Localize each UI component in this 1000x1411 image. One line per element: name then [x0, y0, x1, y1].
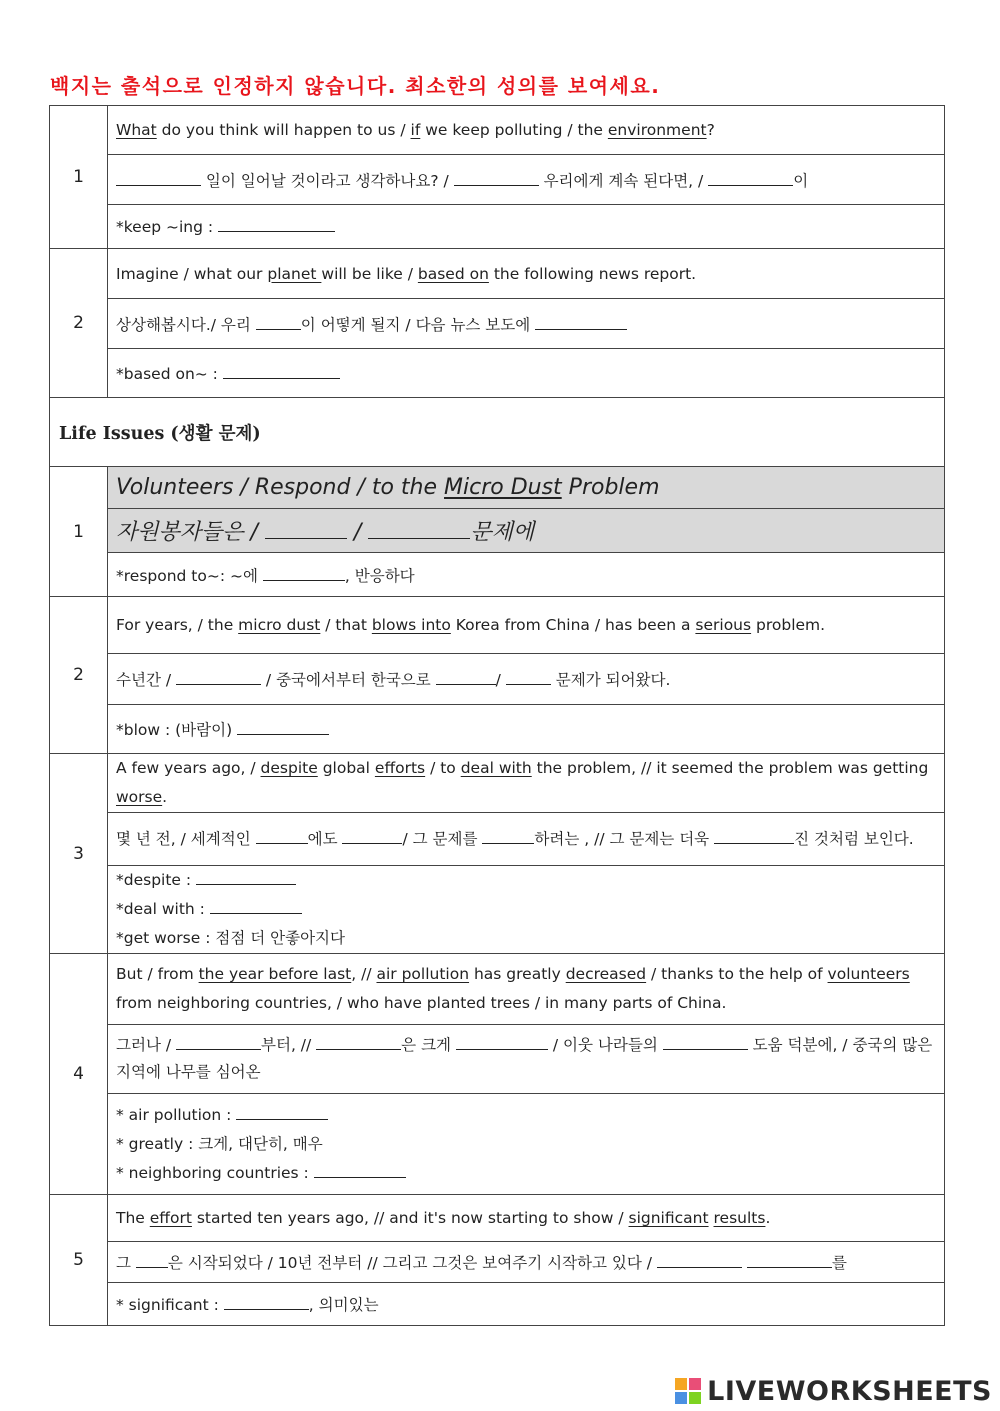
- english-sentence: [108, 754, 945, 813]
- underlined-word: the year before last: [198, 965, 352, 983]
- sentence-text: But / from: [116, 965, 199, 983]
- vocab-note: [116, 924, 936, 953]
- translation-text: 그: [116, 1254, 136, 1272]
- answer-blank[interactable]: [747, 1253, 832, 1268]
- underlined-word: air pollution: [376, 965, 470, 983]
- row-number: 1: [50, 106, 108, 249]
- answer-blank[interactable]: [506, 670, 551, 685]
- liveworksheets-logo: [675, 1373, 992, 1409]
- sentence-text: the problem, // it seemed the problem was getting: [531, 759, 929, 777]
- answer-blank[interactable]: [535, 315, 627, 330]
- answer-blank[interactable]: [176, 670, 261, 685]
- answer-blank[interactable]: [256, 315, 301, 330]
- translation-text: 도움 덕분에, / 중국의 많은 지역에 나무를 심어온: [116, 1036, 933, 1081]
- note-text: *respond to~: ~에: [116, 566, 263, 585]
- translation-text: 일이 일어날 것이라고 생각하나요? /: [201, 171, 454, 190]
- answer-blank[interactable]: [316, 1035, 401, 1050]
- translation-text: /: [346, 520, 369, 545]
- vocab-note: [108, 553, 945, 597]
- note-text: *despite :: [116, 871, 197, 889]
- sentence-text: / thanks to the help of: [646, 965, 828, 983]
- sentence-text: we keep polluting / the: [420, 121, 608, 139]
- answer-blank[interactable]: [663, 1035, 748, 1050]
- underlined-word: worse: [116, 788, 163, 806]
- vocab-note: [116, 866, 936, 895]
- korean-translation: [108, 1025, 945, 1094]
- answer-blank[interactable]: [714, 829, 794, 844]
- english-sentence: [108, 106, 945, 155]
- sentence-text: do you think will happen to us /: [156, 121, 411, 139]
- answer-blank[interactable]: [237, 720, 329, 735]
- note-text: * neighboring countries :: [116, 1163, 314, 1182]
- english-sentence: [108, 954, 945, 1025]
- sentence-text: / that: [320, 616, 372, 634]
- translation-text: 부터, //: [261, 1036, 317, 1054]
- translation-text: 몇 년 전, / 세계적인: [116, 830, 256, 848]
- sentence-text: Imagine / what our: [116, 264, 268, 283]
- korean-translation: [108, 155, 945, 205]
- underlined-word: volunteers: [827, 965, 910, 983]
- sentence-text: ?: [706, 121, 715, 139]
- korean-translation: [108, 813, 945, 866]
- row-number: 5: [50, 1195, 108, 1326]
- sentence-text: from neighboring countries, / who have planted trees / in many parts of China.: [116, 994, 727, 1012]
- answer-blank[interactable]: [210, 899, 302, 914]
- translation-text: 우리에게 계속 된다면, /: [538, 171, 709, 190]
- translation-text: / 그 문제를: [402, 830, 483, 848]
- note-text: * greatly : 크게, 대단히, 매우: [116, 1134, 323, 1153]
- vocab-note: [108, 705, 945, 754]
- sentence-text: Volunteers / Respond / to the: [116, 475, 445, 500]
- english-sentence: [108, 1195, 945, 1242]
- underlined-word: results: [713, 1209, 766, 1227]
- translation-text: 진 것처럼 보인다.: [794, 830, 914, 848]
- sentence-text: The: [116, 1209, 150, 1227]
- sentence-text: , //: [351, 965, 377, 983]
- translation-text: 자원봉자들은 /: [116, 520, 265, 545]
- note-text: *keep ~ing :: [116, 218, 219, 236]
- vocab-note: [108, 349, 945, 398]
- underlined-word: effort: [149, 1209, 192, 1227]
- answer-blank[interactable]: [136, 1253, 168, 1268]
- answer-blank[interactable]: [657, 1253, 742, 1268]
- headline-english: [108, 467, 945, 509]
- vocab-note: [116, 1159, 936, 1188]
- translation-text: 문제에: [470, 520, 535, 545]
- row-number: 2: [50, 597, 108, 754]
- sentence-text: / to: [425, 759, 461, 777]
- underlined-word: significant: [628, 1209, 709, 1227]
- korean-translation: [108, 299, 945, 349]
- translation-text: 상상해봅시다./ 우리: [116, 315, 256, 334]
- sentence-text: the following news report.: [488, 264, 697, 283]
- sentence-text: .: [162, 788, 168, 806]
- sentence-text: started ten years ago, // and it's now starting to show /: [191, 1209, 629, 1227]
- translation-text: 에도: [307, 830, 343, 848]
- underlined-word: What: [116, 121, 157, 139]
- answer-blank[interactable]: [342, 829, 402, 844]
- korean-translation: [108, 1242, 945, 1283]
- translation-text: 를: [831, 1254, 847, 1272]
- answer-blank[interactable]: [176, 1035, 261, 1050]
- underlined-word: micro dust: [238, 616, 321, 634]
- sentence-text: global: [317, 759, 375, 777]
- sentence-text: problem.: [751, 616, 826, 634]
- answer-blank[interactable]: [223, 364, 340, 379]
- translation-text: 은 시작되었다 / 10년 전부터 // 그리고 그것은 보여주기 시작하고 있다 /: [167, 1254, 657, 1272]
- worksheet-table: [49, 105, 945, 1326]
- underlined-word: serious: [695, 616, 752, 634]
- answer-blank[interactable]: [116, 171, 201, 186]
- row-number: 1: [50, 467, 108, 597]
- answer-blank[interactable]: [708, 171, 793, 186]
- answer-blank[interactable]: [456, 1035, 548, 1050]
- translation-text: / 이웃 나라들의: [547, 1036, 663, 1054]
- answer-blank[interactable]: [218, 217, 335, 232]
- translation-text: 수년간 /: [116, 671, 176, 689]
- answer-blank[interactable]: [236, 1105, 328, 1120]
- sentence-text: Korea from China / has been a: [450, 616, 696, 634]
- sentence-text: Problem: [561, 475, 660, 500]
- sentence-text: will be like /: [321, 264, 418, 283]
- vocab-note: [108, 205, 945, 249]
- answer-blank[interactable]: [196, 870, 296, 885]
- row-number: 4: [50, 954, 108, 1195]
- translation-text: 은 크게: [401, 1036, 456, 1054]
- note-text: *blow : (바람이): [116, 721, 238, 739]
- sentence-text: .: [765, 1209, 771, 1227]
- headline-korean: [108, 509, 945, 553]
- english-sentence: [108, 597, 945, 654]
- translation-text: 이 어떻게 될지 / 다음 뉴스 보도에: [300, 315, 536, 334]
- answer-blank[interactable]: [482, 829, 534, 844]
- answer-blank[interactable]: [436, 670, 496, 685]
- note-text: * air pollution :: [116, 1105, 237, 1124]
- underlined-word: based on: [417, 264, 489, 283]
- answer-blank[interactable]: [454, 171, 539, 186]
- answer-blank[interactable]: [224, 1295, 309, 1310]
- vocab-notes: [108, 1094, 945, 1195]
- translation-text: / 중국에서부터 한국으로: [261, 671, 436, 689]
- worksheet: [49, 105, 944, 1326]
- underlined-word: efforts: [374, 759, 426, 777]
- underlined-word: decreased: [565, 965, 647, 983]
- underlined-word: planet: [267, 264, 322, 283]
- note-text: * significant :: [116, 1296, 224, 1314]
- logo-text: LIVEWORKSHEETS: [707, 1375, 992, 1407]
- note-text: , 의미있는: [308, 1296, 379, 1314]
- english-sentence: [108, 249, 945, 299]
- answer-blank[interactable]: [263, 566, 345, 581]
- translation-text: 하려는 , // 그 문제는 더욱: [534, 830, 715, 848]
- underlined-word: Micro Dust: [444, 475, 562, 500]
- logo-icon: [675, 1378, 701, 1404]
- translation-text: 그러나 /: [116, 1036, 176, 1054]
- vocab-notes: [108, 866, 945, 954]
- vocab-note: [116, 1101, 936, 1130]
- answer-blank[interactable]: [256, 829, 308, 844]
- answer-blank[interactable]: [368, 520, 470, 539]
- underlined-word: deal with: [460, 759, 532, 777]
- sentence-text: has greatly: [469, 965, 566, 983]
- underlined-word: if: [410, 121, 421, 139]
- note-text: , 반응하다: [344, 566, 415, 585]
- note-text: *deal with :: [116, 900, 210, 918]
- vocab-note: [108, 1283, 945, 1326]
- underlined-word: despite: [260, 759, 318, 777]
- korean-translation: [108, 654, 945, 705]
- translation-text: /: [495, 671, 506, 689]
- note-text: *get worse : 점점 더 안좋아지다: [116, 929, 345, 947]
- note-text: *based on~ :: [116, 364, 223, 383]
- sentence-text: For years, / the: [116, 616, 239, 634]
- row-number: 3: [50, 754, 108, 954]
- underlined-word: blows into: [371, 616, 451, 634]
- answer-blank[interactable]: [314, 1163, 406, 1178]
- underlined-word: environment: [607, 121, 707, 139]
- vocab-note: [116, 895, 936, 924]
- notice-banner: 백지는 출석으로 인정하지 않습니다. 최소한의 성의를 보여세요.: [50, 74, 661, 98]
- translation-text: 이: [793, 171, 809, 190]
- vocab-note: [116, 1130, 936, 1159]
- translation-text: 문제가 되어왔다.: [550, 671, 671, 689]
- answer-blank[interactable]: [265, 520, 347, 539]
- sentence-text: A few years ago, /: [116, 759, 261, 777]
- row-number: 2: [50, 249, 108, 398]
- section-title: Life Issues (생활 문제): [50, 398, 945, 467]
